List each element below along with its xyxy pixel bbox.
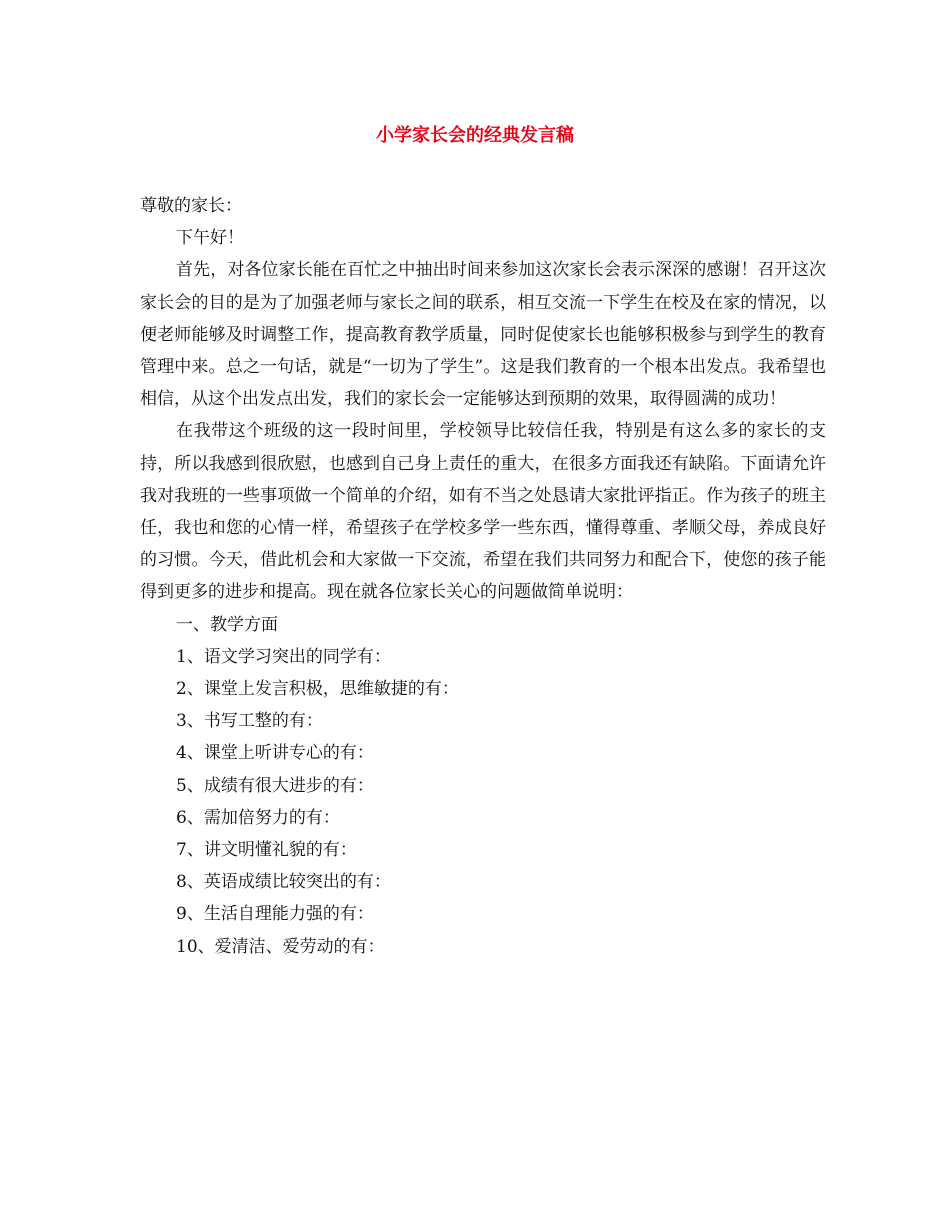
paragraph-1: 首先，对各位家长能在百忙之中抽出时间来参加这次家长会表示深深的感谢！召开这次家长会的目的是为了加强老师与家长之间的联系，相互交流一下学生在校及在家的情况，以便老师能够及时调整工作，提高教育教学质量，同时促使家长也能够积极参与到学生的教育管理中来。总之一句话，就是“一切为了学生”。这是我们教育的一个根本出发点。我希望也相信，从这个出发点出发，我们的家长会一定能够达到预期的效果，取得圆满的成功！ (140, 260, 826, 410)
document-body (140, 190, 826, 963)
list-item: 4、课堂上听讲专心的有： (176, 743, 374, 764)
list-item: 9、生活自理能力强的有： (176, 904, 374, 925)
list-item: 3、书写工整的有： (176, 711, 323, 732)
document-title: 小学家长会的经典发言稿 (376, 125, 574, 146)
list-item: 2、课堂上发言积极，思维敏捷的有： (176, 679, 459, 700)
section-heading: 一、教学方面 (176, 614, 278, 635)
list-item: 10、爱清洁、爱劳动的有： (176, 936, 385, 957)
list-item: 6、需加倍努力的有： (176, 807, 340, 828)
paragraph-2: 在我带这个班级的这一段时间里，学校领导比较信任我，特别是有这么多的家长的支持，所以我感到很欣慰，也感到自己身上责任的重大，在很多方面我还有缺陷。下面请允许我对我班的一些事项做一个简单的介绍，如有不当之处恳请大家批评指正。作为孩子的班主任，我也和您的心情一样，希望孩子在学校多学一些东西，懂得尊重、孝顺父母，养成良好的习惯。今天，借此机会和大家做一下交流，希望在我们共同努力和配合下，使您的孩子能得到更多的进步和提高。现在就各位家长关心的问题做简单说明： (140, 421, 826, 603)
list-item: 7、讲文明懂礼貌的有： (176, 840, 357, 861)
list-item: 5、成绩有很大进步的有： (176, 775, 374, 796)
greeting: 下午好！ (176, 228, 244, 249)
salutation: 尊敬的家长： (140, 196, 242, 216)
list-item: 8、英语成绩比较突出的有： (176, 872, 391, 893)
list-item: 1、语文学习突出的同学有： (176, 646, 391, 667)
